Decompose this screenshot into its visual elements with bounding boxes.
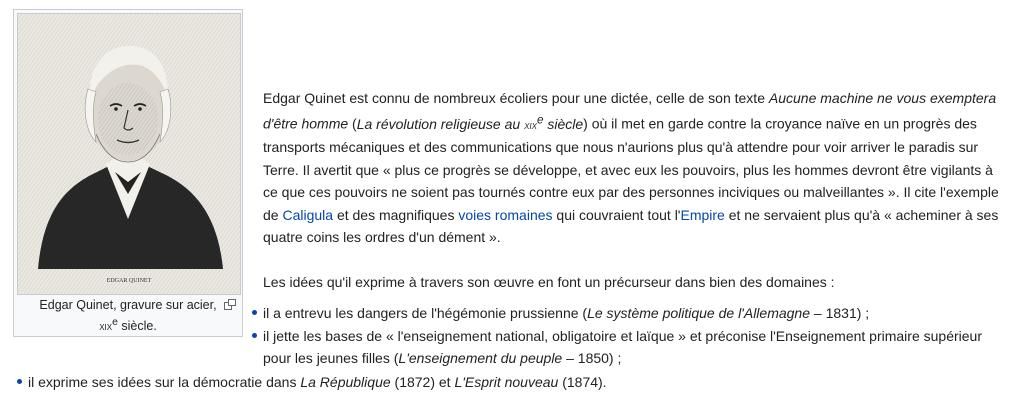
list-item-text: il exprime ses idées sur la démocratie dans [28,374,301,390]
list-item [263,302,869,324]
para1-text-2: ( [348,116,357,133]
caption-century-sup: e [112,317,118,328]
para1-text-5: qui couvraient tout l' [552,206,681,223]
subtitle-sup: e [536,113,544,127]
list-item-text: (1874). [558,374,607,390]
caption-text-1: Edgar Quinet, gravure sur acier, [39,298,217,312]
list-item-title: La République [300,374,391,390]
list-item [28,371,607,393]
link-empire[interactable]: Empire [680,206,725,223]
link-voies-romaines[interactable]: voies romaines [458,206,553,223]
list-item-text: (1872) et [390,374,455,390]
list-item-text: – 1850) ; [562,350,622,367]
caption-century: xix [99,319,113,334]
portrait-figure [13,9,243,337]
book-subtitle [356,113,584,133]
list-item-text: il a entrevu les dangers de l'hégémonie prussienne ( [263,305,588,321]
figure-caption [20,297,236,335]
paragraph-dictee [263,87,1003,249]
subtitle-text-b: siècle [543,116,584,133]
engraving-label: EDGAR QUINET [106,278,152,284]
para1-text-4: et des magnifiques [333,206,459,223]
list-item-text: – 1831) ; [810,305,870,321]
portrait-drawing [18,14,240,294]
paragraph-precurseur: Les idées qu'il exprime à travers son œuvre en font un précurseur dans bien des domaines : [263,274,835,290]
para1-text-3: ) où il met en garde contre la croyance naïve en un progrès des transports mécaniques et des communications que nous n'aurions plus qu'à attendre pour voir arriver le paradis sur Terre. Il avertit que « plus ce progrès se développe, et avec eux les pouvoirs, plus les hommes devront être vigilants à ce que ces pouvoirs ne soient pas tournés contre eux par des personnes inciviques ou malveillantes ». Il cite l'exemple de [263,116,999,223]
list-item-text: il jette les bases de « l'enseignement national, obligatoire et laïque » et préconise l'Enseignement primaire supérieur pour les jeunes filles ( [263,328,982,367]
list-item-title: Le système politique de l'Allemagne [587,305,811,321]
list-item-title: L'enseignement du peuple [398,350,563,367]
subtitle-century: xix [524,118,537,133]
book-title: Aucune machine ne vous exemptera d'être homme [263,90,997,133]
subtitle-text-a: La révolution religieuse au [356,116,525,133]
link-caligula[interactable]: Caligula [282,206,334,223]
list-item-title: L'Esprit nouveau [454,374,559,390]
portrait-engraving[interactable] [17,13,241,295]
list-item [263,325,1003,370]
list-bullet [252,310,257,315]
para1-text-6: et ne servaient plus qu'à « acheminer à ses quatre coins les ordres d'un dément ». [263,206,999,246]
caption-text-2: siècle. [117,319,157,334]
para1-text-1: Edgar Quinet est connu de nombreux écoliers pour une dictée, celle de son texte [263,90,769,106]
list-bullet [17,379,22,384]
list-bullet [252,333,257,338]
